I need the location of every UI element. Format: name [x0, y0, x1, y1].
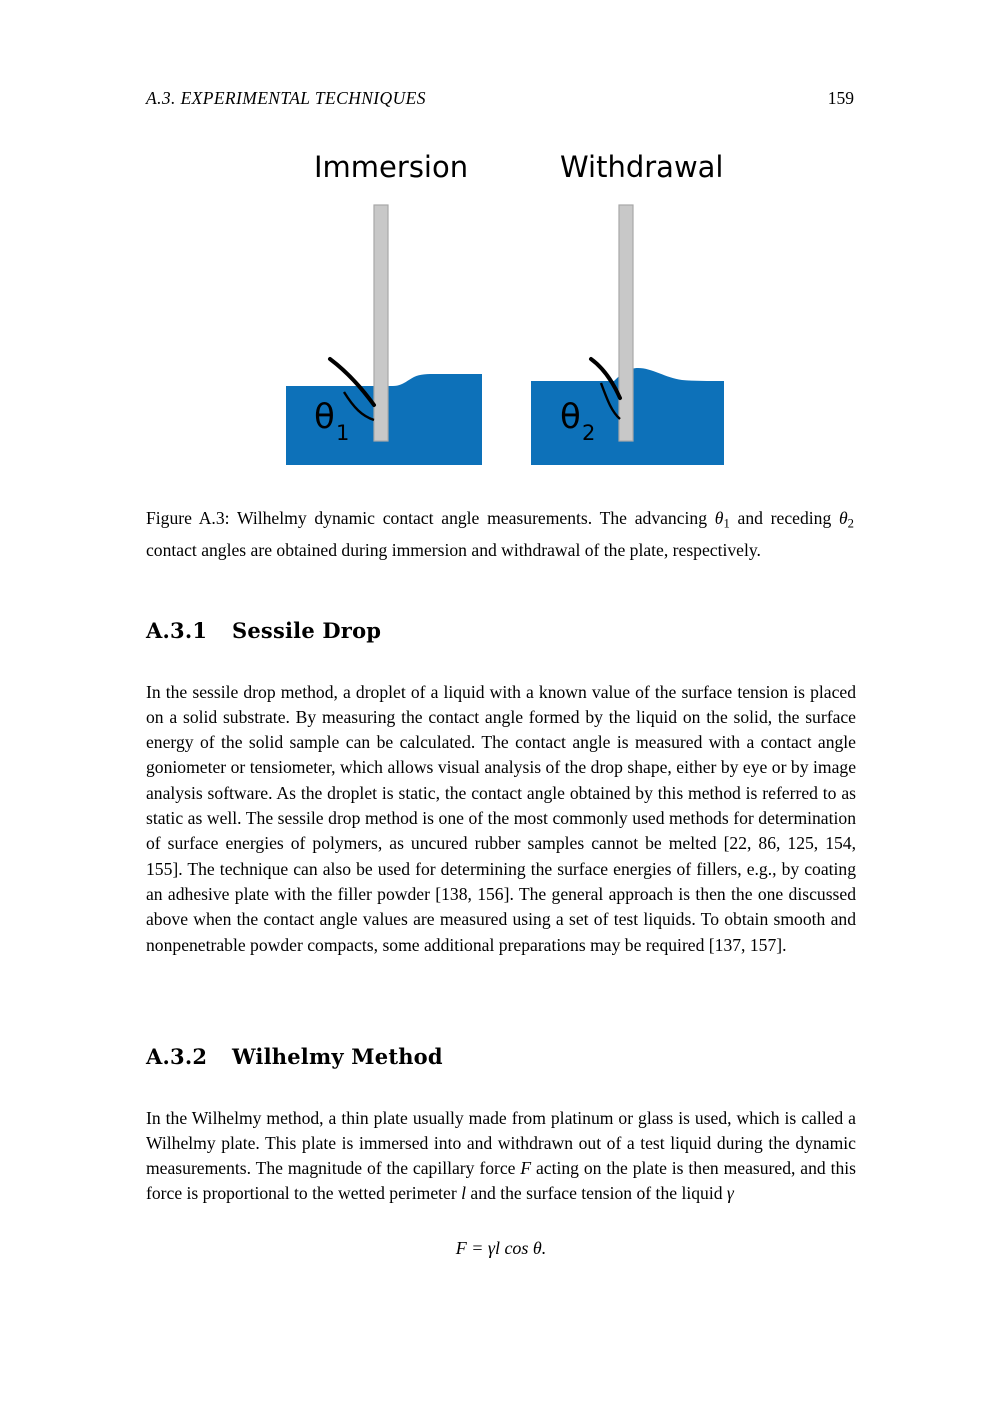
heading-number-2: A.3.2	[146, 1044, 208, 1069]
figure-a3	[146, 140, 854, 485]
theta2-symbol: θ	[560, 397, 581, 437]
symbol-force-F: F	[520, 1158, 532, 1179]
heading-number-1: A.3.1	[146, 618, 208, 643]
caption-theta1-sub: 1	[723, 516, 730, 531]
page-number: 159	[827, 88, 854, 108]
figure-label-withdrawal: Withdrawal	[560, 150, 724, 184]
wilhelmy-diagram	[146, 140, 854, 485]
caption-theta2: θ	[839, 508, 848, 528]
running-head	[146, 88, 854, 109]
paragraph-sessile-drop: In the sessile drop method, a droplet of a liquid with a known value of the surface tension is placed on a solid substrate. By measuring the contact angle formed by the liquid on the solid, the surface energy of the solid sample can be calculated. The contact angle is measured with a contact angle goniometer or tensiometer, which allows visual analysis of the drop shape, either by eye or by image analysis software. As the droplet is static, the contact angle obtained by this method is referred to as static as well. The sessile drop method is one of the most commonly used methods for determination of surface energies of polymers, as uncured rubber samples cannot be melted [22, 86, 125, 154, 155]. The technique can also be used for determining the surface energies of fillers, e.g., by coating an adhesive plate with the filler powder [138, 156]. The general approach is then the one discussed above when the contact angle values are measured using a set of test liquids. To obtain smooth and nonpenetrable powder compacts, some additional preparations may be required [137, 157].	[146, 681, 856, 955]
heading-title-2: Wilhelmy Method	[232, 1044, 443, 1069]
symbol-gamma: γ	[726, 1183, 734, 1204]
heading-wilhelmy-method	[146, 1044, 854, 1069]
caption-theta1: θ	[714, 508, 724, 528]
immersion-panel	[286, 205, 482, 465]
heading-title-1: Sessile Drop	[232, 618, 382, 643]
caption-label: Figure A.3:	[146, 508, 230, 528]
plate-withdrawal	[619, 205, 633, 441]
paragraph-wilhelmy-method	[146, 1106, 856, 1207]
caption-text-2: and receding	[729, 508, 840, 528]
theta2-subscript: 2	[582, 421, 596, 445]
plate-immersion	[374, 205, 388, 441]
caption-text-1: Wilhelmy dynamic contact angle measurements. The advancing	[229, 508, 715, 528]
wilhelmy-text-3: and the surface tension of the liquid	[466, 1183, 727, 1204]
caption-theta2-sub: 2	[847, 516, 854, 531]
theta1-symbol: θ	[314, 397, 335, 437]
figure-label-immersion: Immersion	[314, 150, 469, 184]
theta1-subscript: 1	[336, 421, 350, 445]
heading-sessile-drop	[146, 618, 854, 643]
withdrawal-panel	[531, 205, 724, 465]
wilhelmy-text-2: acting on the plate is then measured, and this force is proportional to the wetted perimeter	[146, 1158, 856, 1204]
equation-wilhelmy: F = γl cos θ.	[455, 1238, 547, 1258]
wilhelmy-text-1: In the Wilhelmy method, a thin plate usually made from platinum or glass is used, which is called a Wilhelmy plate. This plate is immersed into and withdrawn out of a test liquid during the dynamic measurements. The magnitude of the capillary force	[146, 1107, 856, 1179]
symbol-perimeter-l: l	[461, 1183, 466, 1204]
running-head-section: A.3. EXPERIMENTAL TECHNIQUES	[146, 88, 426, 108]
figure-caption	[146, 505, 854, 563]
caption-text-3: contact angles are obtained during immersion and withdrawal of the plate, respectively.	[146, 539, 761, 560]
